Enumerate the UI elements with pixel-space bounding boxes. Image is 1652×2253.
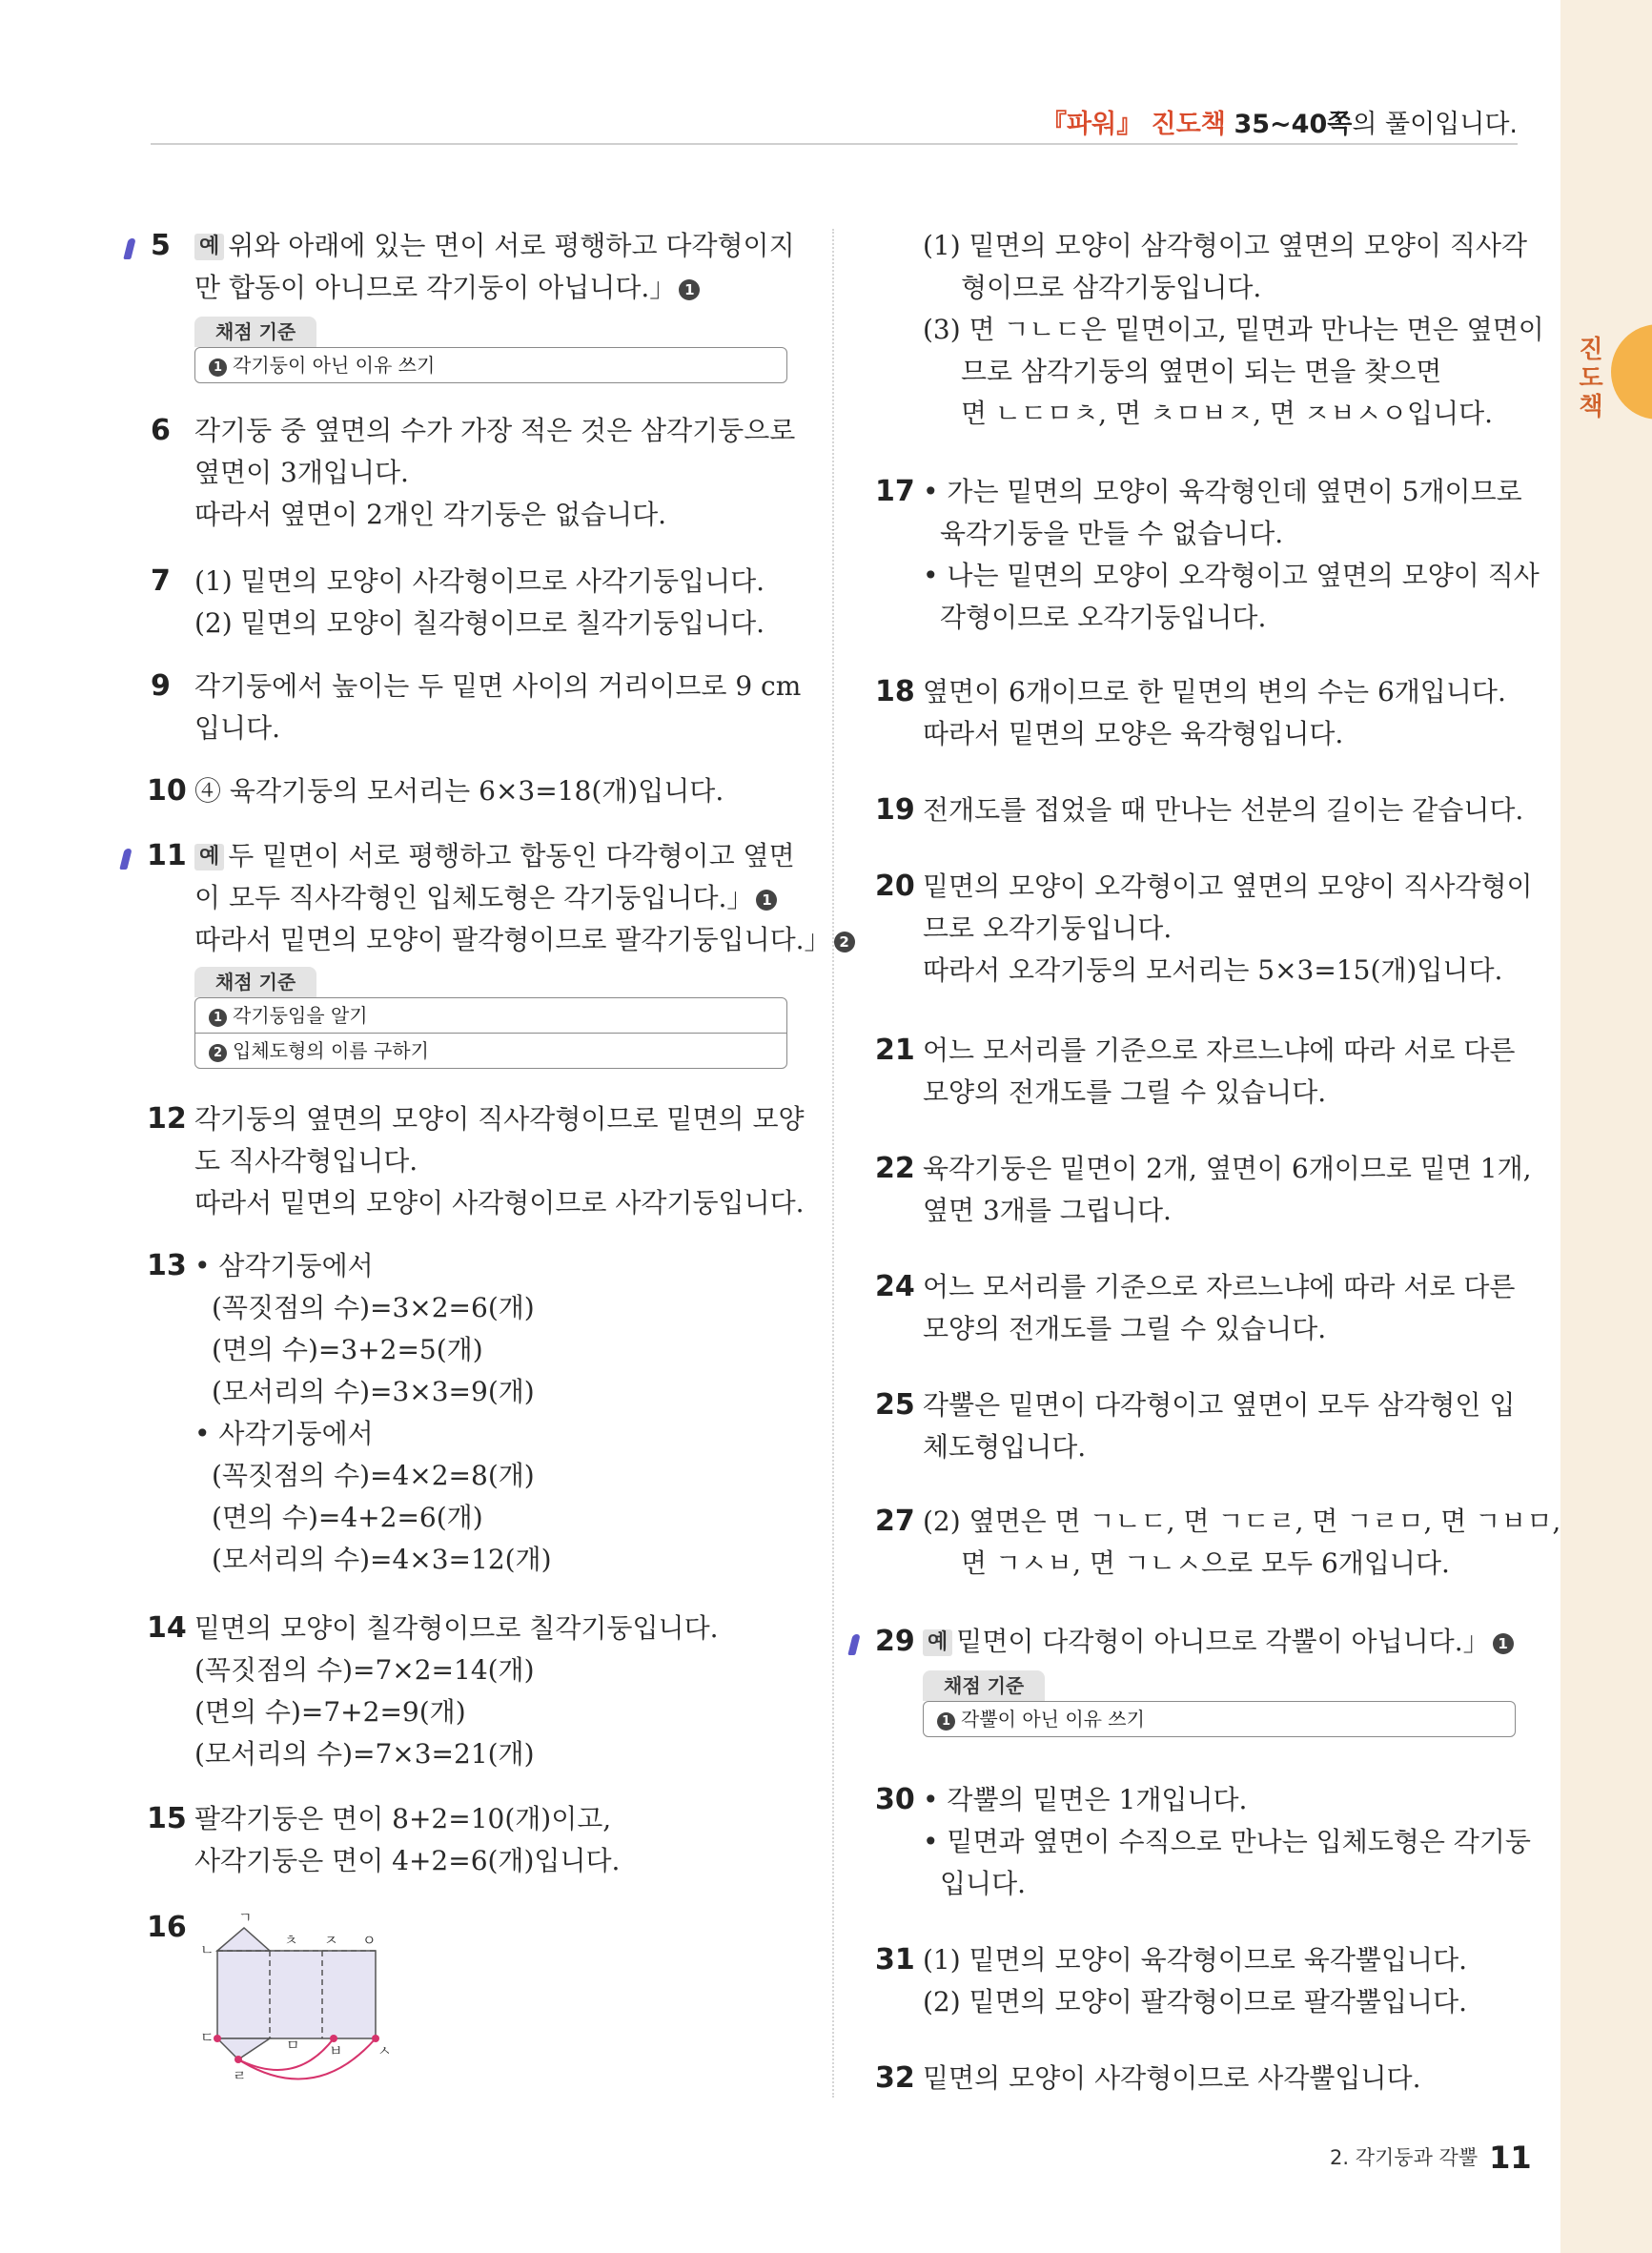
net-top-base — [217, 1928, 270, 1951]
problem-20: 20 밑면의 모양이 오각형이고 옆면의 모양이 직사각형이 므로 오각기둥입니다. 따라서 오각기둥의 모서리는 5×3=15(개)입니다. — [923, 866, 1533, 992]
net-point — [372, 2035, 379, 2042]
problem-number: 32 — [875, 2061, 915, 2095]
net-label: ㅇ — [362, 1932, 377, 1949]
problem-number: 22 — [875, 1152, 915, 1185]
net-label: ㄱ — [238, 1909, 253, 1926]
problem-number: 16 — [147, 1911, 187, 1944]
criteria-5 — [194, 317, 787, 383]
criteria-row: 2 입체도형의 이름 구하기 — [195, 1033, 786, 1068]
problem-number: 18 — [875, 675, 915, 708]
criteria-box — [194, 347, 787, 383]
problem-9: 9 각기둥에서 높이는 두 밑면 사이의 거리이므로 9 cm 입니다. — [194, 666, 801, 749]
problem-number: 9 — [151, 669, 171, 703]
problem-number: 31 — [875, 1943, 915, 1976]
problem-number: 21 — [875, 1034, 915, 1067]
problem-number: 25 — [875, 1388, 915, 1422]
example-badge: 예 — [923, 1629, 952, 1656]
prism-net-diagram — [191, 1907, 438, 2098]
problem-number: 13 — [147, 1249, 187, 1282]
problem-32: 32 밑면의 모양이 사각형이므로 사각뿔입니다. — [923, 2058, 1420, 2099]
problem-number: 17 — [875, 475, 915, 508]
problem-17: 17 • 가는 밑면의 모양이 육각형인데 옆면이 5개이므로 육각기둥을 만들 수 없습니다. • 나는 밑면의 모양이 오각형이고 옆면의 모양이 직사 각형이므로 오각기둥입니다. — [923, 471, 1540, 639]
criteria-label: 채점 기준 — [194, 967, 316, 997]
criteria-label: 채점 기준 — [923, 1670, 1045, 1701]
problem-15: 15 팔각기둥은 면이 8+2=10(개)이고, 사각기둥은 면이 4+2=6(개)입니다. — [194, 1798, 620, 1882]
criteria-11 — [194, 967, 787, 1069]
problem-number: 14 — [147, 1611, 187, 1645]
step-marker: 1 — [1493, 1633, 1514, 1654]
net-lateral-faces — [217, 1951, 376, 2038]
example-badge: 예 — [194, 844, 224, 870]
problem-14: 14 밑면의 모양이 칠각형이므로 칠각기둥입니다. (꼭짓점의 수)=7×2=14(개) (면의 수)=7+2=9(개) (모서리의 수)=7×3=21(개) — [194, 1608, 719, 1775]
net-point — [235, 2056, 242, 2063]
problem-number: 30 — [875, 1783, 915, 1816]
problem-7: 7 (1) 밑면의 모양이 사각형이므로 사각기둥입니다. (2) 밑면의 모양이 칠각형이므로 칠각기둥입니다. — [194, 561, 765, 645]
problem-number: 19 — [875, 793, 915, 827]
net-point — [214, 2035, 221, 2042]
criteria-row: 1 각기둥이 아닌 이유 쓰기 — [195, 348, 786, 382]
problem-11: 11 예 두 밑면이 서로 평행하고 합동인 다각형이고 옆면 이 모두 직사각형인 입체도형은 각기둥입니다.」 1 따라서 밑면의 모양이 팔각형이므로 팔각기둥입니다.」 2 — [194, 835, 855, 961]
header-rule — [151, 143, 1518, 145]
problem-number: 6 — [151, 414, 171, 447]
problem-number: 11 — [147, 839, 187, 872]
problem-number: 7 — [151, 564, 171, 598]
problem-10: 10 ④ 육각기둥의 모서리는 6×3=18(개)입니다. — [194, 770, 724, 812]
pencil-icon — [847, 1634, 860, 1655]
problem-number: 10 — [147, 774, 187, 808]
net-point — [330, 2035, 337, 2042]
problem-5 — [151, 225, 795, 309]
chapter-tab-label: 진도책 — [1579, 336, 1603, 421]
net-label: ㅂ — [329, 2042, 343, 2059]
problem-number: 24 — [875, 1270, 915, 1303]
net-label: ㅊ — [284, 1932, 298, 1949]
problem-number: 5 — [151, 229, 171, 262]
header-pages: 35~40쪽 — [1234, 110, 1353, 139]
net-bottom-base — [217, 2038, 270, 2059]
page-number: 11 — [1489, 2140, 1532, 2176]
header-book: 『파워』 진도책 — [1041, 110, 1226, 139]
problem-number: 27 — [875, 1505, 915, 1538]
problem-number: 20 — [875, 870, 915, 903]
problem-31: 31 (1) 밑면의 모양이 육각형이므로 육각뿔입니다. (2) 밑면의 모양이 팔각형이므로 팔각뿔입니다. — [923, 1939, 1467, 2023]
example-badge: 예 — [194, 234, 224, 260]
text-line: 만 합동이 아니므로 각기둥이 아닙니다.」 1 — [194, 267, 795, 309]
problem-30: 30 • 각뿔의 밑면은 1개입니다. • 밑면과 옆면이 수직으로 만나는 입체도형은 각기둥 입니다. — [923, 1779, 1531, 1905]
header-suffix: 의 풀이입니다. — [1352, 110, 1518, 139]
pencil-icon — [123, 238, 135, 259]
net-label: ㄴ — [200, 1941, 214, 1958]
criteria-row: 1 각뿔이 아닌 이유 쓰기 — [924, 1702, 1515, 1736]
net-label: ㅅ — [377, 2042, 392, 2059]
criteria-29 — [923, 1670, 1516, 1737]
step-marker: 1 — [679, 279, 700, 300]
column-divider — [832, 229, 834, 2098]
criteria-box — [194, 997, 787, 1069]
problem-13: 13 • 삼각기둥에서 (꼭짓점의 수)=3×2=6(개) (면의 수)=3+2=5(개) (모서리의 수)=3×3=9(개) • 사각기둥에서 (꼭짓점의 수)=4×2=8(개) (면의 수)=4+2=6(개) (모서리의 수)=4×3=12(개) — [194, 1245, 552, 1581]
pencil-icon — [119, 849, 132, 870]
problem-24: 24 어느 모서리를 기준으로 자르느냐에 따라 서로 다른 모양의 전개도를 그릴 수 있습니다. — [923, 1266, 1515, 1350]
problem-16-continued: (1) 밑면의 모양이 삼각형이고 옆면의 모양이 직사각 형이므로 삼각기둥입니다. (3) 면 ㄱㄴㄷ은 밑면이고, 밑면과 만나는 면은 옆면이 므로 삼각기둥의 옆면이 되는 면을 찾으면 면 ㄴㄷㅁㅊ, 면 ㅊㅁㅂㅈ, 면 ㅈㅂㅅㅇ입니다. — [923, 230, 1544, 429]
problem-21: 21 어느 모서리를 기준으로 자르느냐에 따라 서로 다른 모양의 전개도를 그릴 수 있습니다. — [923, 1030, 1515, 1114]
net-label: ㅁ — [286, 2037, 300, 2054]
problem-19: 19 전개도를 접었을 때 만나는 선분의 길이는 같습니다. — [923, 789, 1523, 831]
page-footer — [1330, 2140, 1532, 2176]
footer-section: 2. 각기둥과 각뿔 — [1330, 2146, 1479, 2169]
text-line: 예 위와 아래에 있는 면이 서로 평행하고 다각형이지 — [194, 225, 795, 267]
problem-6: 6 각기둥 중 옆면의 수가 가장 적은 것은 삼각기둥으로 옆면이 3개입니다. 따라서 옆면이 2개인 각기둥은 없습니다. — [194, 410, 795, 536]
criteria-row: 1 각기둥임을 알기 — [195, 998, 786, 1033]
step-marker: 2 — [834, 932, 855, 952]
problem-number: 29 — [875, 1625, 915, 1658]
problem-22: 22 육각기둥은 밑면이 2개, 옆면이 6개이므로 밑면 1개, 옆면 3개를 그립니다. — [923, 1148, 1532, 1232]
net-label: ㄹ — [233, 2067, 247, 2084]
page-header — [151, 103, 1518, 140]
problem-27: 27 (2) 옆면은 면 ㄱㄴㄷ, 면 ㄱㄷㄹ, 면 ㄱㄹㅁ, 면 ㄱㅂㅁ, 면 ㄱㅅㅂ, 면 ㄱㄴㅅ으로 모두 6개입니다. — [923, 1501, 1560, 1585]
criteria-label: 채점 기준 — [194, 317, 316, 347]
criteria-box — [923, 1701, 1516, 1737]
problem-12: 12 각기둥의 옆면의 모양이 직사각형이므로 밑면의 모양 도 직사각형입니다. 따라서 밑면의 모양이 사각형이므로 사각기둥입니다. — [194, 1098, 805, 1224]
net-label: ㅈ — [324, 1932, 338, 1949]
problem-29: 29 예 밑면이 다각형이 아니므로 각뿔이 아닙니다.」 1 — [923, 1621, 1514, 1663]
net-label: ㄷ — [200, 2029, 214, 2046]
step-marker: 1 — [756, 890, 777, 911]
problem-number: 12 — [147, 1102, 187, 1136]
problem-25: 25 각뿔은 밑면이 다각형이고 옆면이 모두 삼각형인 입 체도형입니다. — [923, 1384, 1515, 1468]
problem-18: 18 옆면이 6개이므로 한 밑면의 변의 수는 6개입니다. 따라서 밑면의 모양은 육각형입니다. — [923, 671, 1506, 755]
problem-number: 15 — [147, 1802, 187, 1835]
